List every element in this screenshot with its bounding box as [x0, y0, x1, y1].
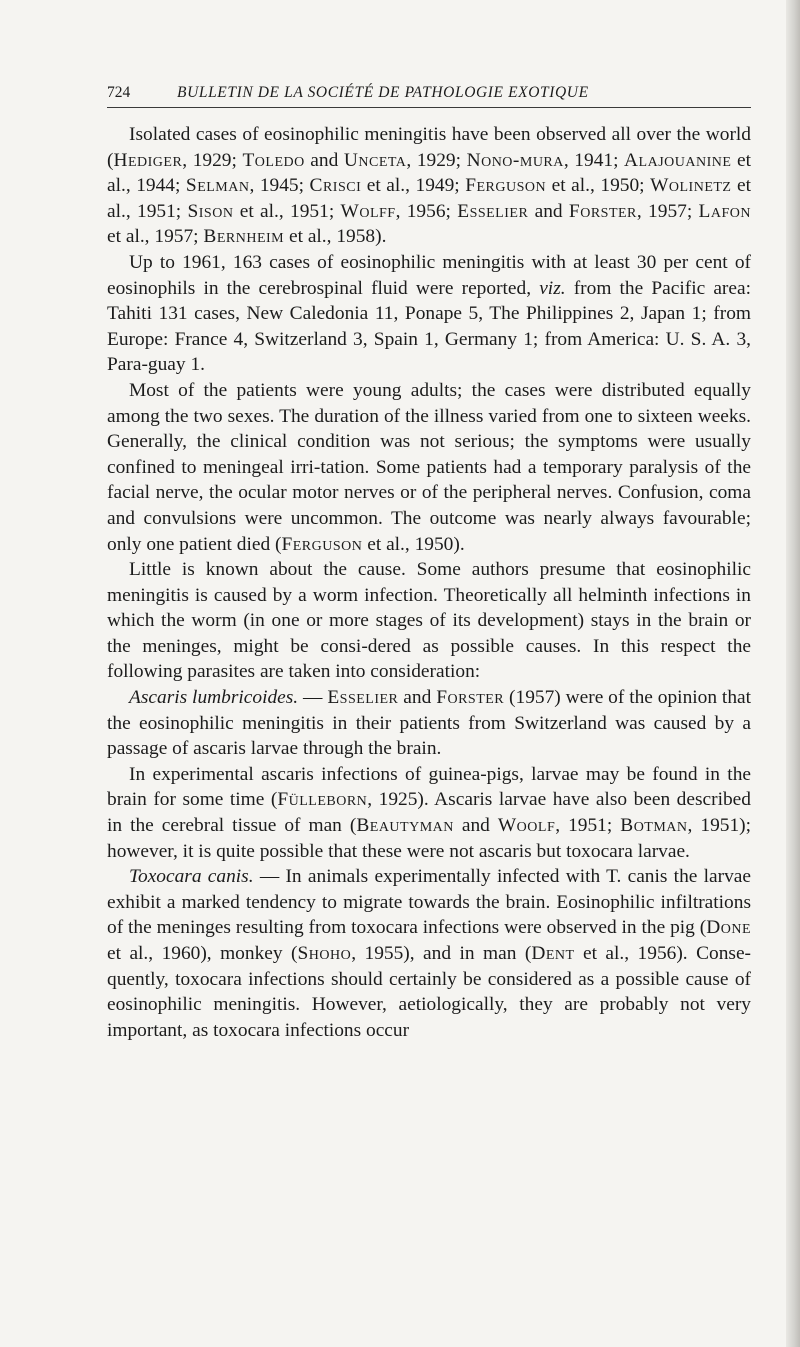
text-run: et al., 1950). — [362, 533, 465, 555]
journal-page — [107, 84, 751, 1043]
text-run: Up to 1961, 163 cases of eosinophilic meningitis with at least 30 per cent of eosinophils in the cerebrospinal fluid were reported, — [107, 251, 751, 299]
text-run: , 1956; — [395, 200, 458, 222]
author-name: Esselier — [327, 687, 399, 709]
text-run: In experimental ascaris infections of guinea-pigs, larvae may be found in the brain for some time ( — [107, 763, 751, 811]
author-name: Sison — [187, 200, 234, 222]
paragraph — [107, 122, 751, 250]
italic-term: Ascaris lumbricoides. — [129, 687, 299, 709]
author-name: Forster — [436, 687, 505, 709]
author-name: Beautyman — [356, 815, 454, 837]
author-name: Botman — [620, 815, 688, 837]
author-name: Crisci — [309, 175, 362, 197]
text-run: and — [453, 815, 498, 837]
paragraph — [107, 557, 751, 685]
text-run: , 1951; — [555, 815, 621, 837]
text-run: (1957) were of the opinion that the eosinophilic meningitis in their patients from Switzerland was caused by a passage of ascaris larvae through the brain. — [107, 687, 752, 760]
text-run: et al., 1951; — [233, 200, 341, 222]
paragraph — [107, 378, 751, 557]
author-name: Ferguson — [465, 175, 547, 197]
text-run: Little is known about the cause. Some authors presume that eosinophilic meningitis is caused by a worm infection. Theoretically all helminth infections in which the worm (in one or more stages of its development) stays in the brain or the meninges, might be consi-dered as possible causes. In this respect the following parasites are taken into consideration: — [107, 559, 751, 683]
text-run: , 1929; — [182, 149, 243, 171]
article-body — [107, 122, 751, 1043]
text-run: et al., 1950; — [546, 175, 651, 197]
text-run: et al., 1944; — [107, 149, 751, 197]
author-name: Alajouanine — [624, 149, 732, 171]
paragraph — [107, 250, 751, 378]
author-name: Dent — [531, 943, 575, 964]
text-run: from the Pacific area: Tahiti 131 cases, New Caledonia 11, Ponape 5, The Philippines 2, Japan 1; from Europe: France 4, Switzerland 3, Spain 1, Germany 1; from America: U. S. A. 3, Para-guay 1. — [107, 277, 751, 376]
italic-term: viz. — [539, 277, 566, 299]
author-name: Lafon — [698, 200, 751, 222]
author-name: Forster — [568, 200, 637, 222]
running-head-title: BULLETIN DE LA SOCIÉTÉ DE PATHOLOGIE EXOTIQUE — [177, 84, 589, 101]
text-run: , 1941; — [563, 149, 625, 171]
text-run: Most of the patients were young adults; the cases were distributed equally among the two sexes. The duration of the illness varied from one to sixteen weeks. Generally, the clinical condition was not serious; the symptoms were usually confined to meningeal irri-tation. Some patients had a temporary paralysis of the facial nerve, the ocular motor nerves or of the peripheral nerves. Confusion, coma and convulsions were uncommon. The outcome was nearly always favourable; only one patient died ( — [107, 379, 751, 555]
italic-term: Toxocara canis. — [129, 866, 254, 888]
author-name: Esselier — [457, 200, 529, 222]
text-run: and — [304, 149, 344, 171]
author-name: Hediger — [113, 149, 183, 171]
author-name: Unceta — [343, 149, 407, 171]
author-name: Shoho — [297, 943, 352, 964]
text-run: Isolated cases of eosinophilic meningitis have been observed all over the world ( — [107, 124, 751, 171]
author-name: Bernheim — [203, 226, 285, 248]
text-run: , 1955), and in man ( — [351, 943, 532, 964]
text-run: , 1945; — [249, 175, 310, 197]
author-name: Ferguson — [281, 533, 363, 555]
paragraph — [107, 762, 751, 864]
text-run: et al., 1949; — [361, 175, 466, 197]
running-header — [107, 84, 751, 108]
author-name: Selman — [185, 175, 250, 197]
author-name: Done — [706, 917, 751, 939]
text-run: , 1929; — [406, 149, 467, 171]
page-number: 724 — [107, 84, 131, 101]
text-run: , 1951); however, it is quite possible that these were not ascaris but toxocara larvae. — [107, 815, 751, 862]
text-run: et al., 1958). — [284, 226, 387, 248]
scan-edge — [786, 0, 800, 1347]
text-run: and — [528, 200, 569, 222]
author-name: Wolff — [340, 200, 396, 222]
author-name: Woolf — [497, 815, 556, 837]
text-run: — — [298, 687, 328, 709]
text-run: — In animals experimentally infected with T. canis the larvae exhibit a marked tendency to migrate towards the brain. Eosinophilic infiltrations of the meninges resulting from toxocara infections were observed in the pig ( — [107, 866, 751, 939]
author-name: Nono-mura — [466, 149, 564, 171]
text-run: , 1925). Ascaris larvae have also been described in the cerebral tissue of man ( — [107, 789, 751, 837]
author-name: Toledo — [242, 149, 305, 171]
text-run: et al., 1957; — [107, 226, 204, 248]
paragraph — [107, 864, 751, 1043]
paragraph — [107, 685, 751, 762]
text-run: , 1957; — [636, 200, 699, 222]
author-name: Fülleborn — [277, 789, 368, 811]
text-run: et al., 1951; — [107, 175, 752, 222]
text-run: et al., 1960), monkey ( — [107, 943, 298, 964]
text-run: and — [398, 687, 437, 709]
text-run: et al., 1956). Conse-quently, toxocara infections should certainly be considered as a possible cause of eosinophilic meningitis. However, aetiologically, they are probably not very important, as toxocara infections occur — [107, 943, 752, 1041]
author-name: Wolinetz — [650, 175, 732, 197]
